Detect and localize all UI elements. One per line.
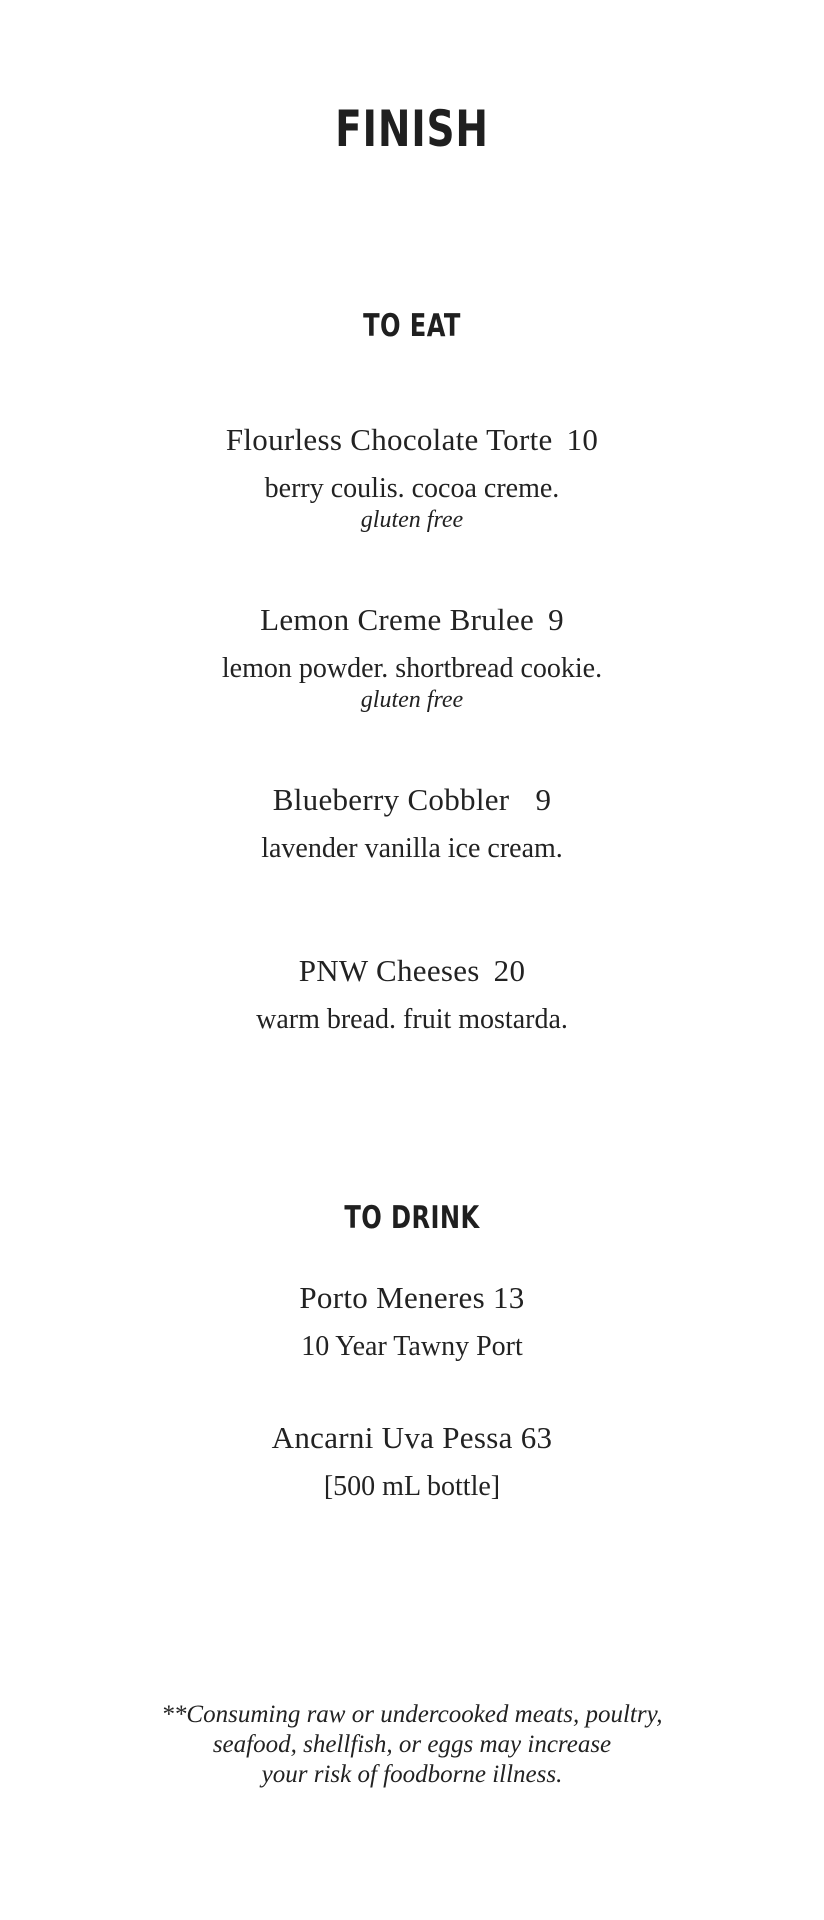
item-price: 13 (493, 1280, 525, 1315)
menu-item-name (0, 1420, 824, 1456)
item-name: PNW Cheeses (298, 953, 480, 988)
dietary-note: gluten free (360, 687, 464, 713)
item-description: 10 Year Tawny Port (301, 1331, 523, 1362)
item-description: lemon powder. shortbread cookie. (221, 653, 603, 684)
item-name: Ancarni Uva Pessa (271, 1420, 513, 1455)
item-name: Porto Meneres (299, 1280, 485, 1315)
dietary-note: gluten free (360, 507, 464, 533)
item-price: 10 (566, 422, 599, 457)
item-name: Flourless Chocolate Torte (225, 422, 553, 457)
menu-item-name (0, 422, 824, 458)
item-price: 9 (548, 602, 564, 637)
food-safety-disclaimer (0, 1700, 824, 1790)
item-description: lavender vanilla ice cream. (261, 833, 563, 864)
to-drink-heading: TO DRINK (344, 1200, 480, 1236)
item-name: Lemon Creme Brulee (260, 602, 535, 637)
item-description: berry coulis. cocoa creme. (264, 473, 560, 504)
item-description: [500 mL bottle] (323, 1471, 501, 1502)
item-price: 63 (520, 1420, 553, 1455)
to-eat-heading: TO EAT (363, 308, 461, 344)
item-name: Blueberry Cobbler (272, 782, 510, 817)
menu-item-name (0, 602, 824, 638)
item-price: 20 (493, 953, 526, 988)
disclaimer-line: your risk of foodborne illness. (261, 1761, 563, 1788)
disclaimer-line: seafood, shellfish, or eggs may increase (212, 1731, 612, 1758)
menu-item-name (0, 1280, 824, 1316)
item-price: 9 (535, 782, 552, 817)
menu-title: FINISH (335, 100, 489, 158)
item-description: warm bread. fruit mostarda. (256, 1004, 568, 1035)
menu-item-name (0, 953, 824, 989)
menu-item-name (0, 782, 824, 818)
disclaimer-line: **Consuming raw or undercooked meats, poultry, (161, 1701, 663, 1728)
